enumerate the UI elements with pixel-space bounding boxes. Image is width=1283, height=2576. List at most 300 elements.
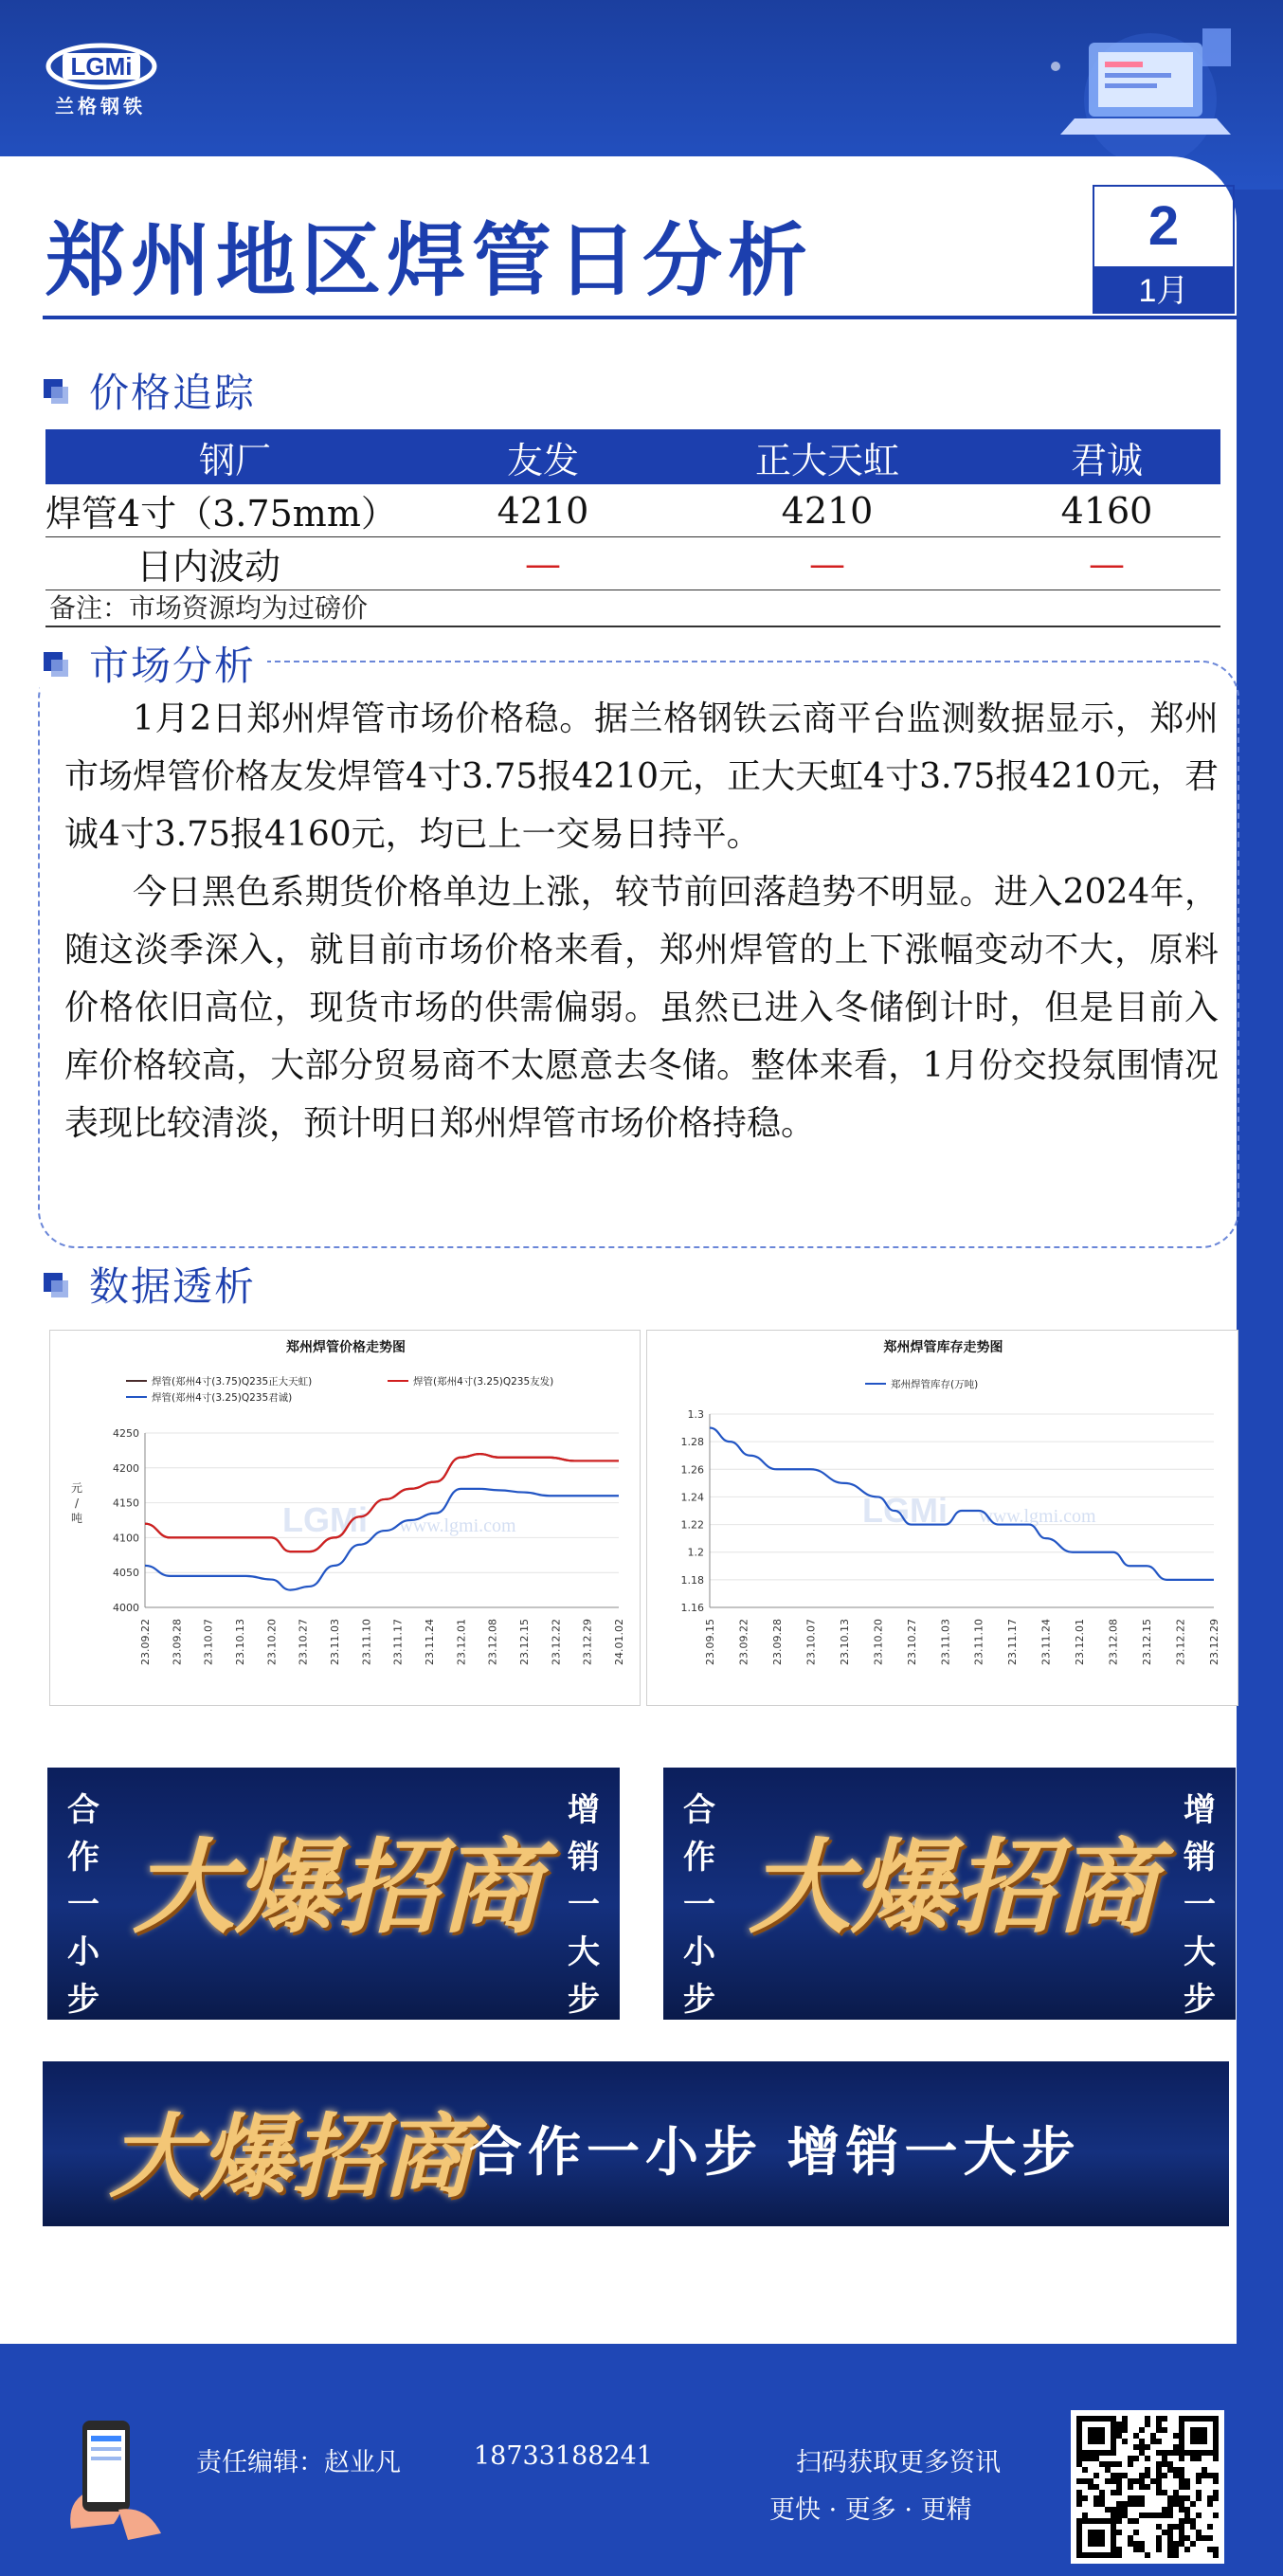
footer-tagline: 更快 · 更多 · 更精 (769, 2495, 972, 2525)
qr-module (1088, 2478, 1093, 2484)
qr-module (1145, 2456, 1150, 2461)
qr-module (1139, 2439, 1145, 2444)
qr-module (1093, 2501, 1099, 2507)
qr-module (1099, 2461, 1105, 2467)
qr-module (1184, 2513, 1190, 2518)
qr-module (1111, 2490, 1116, 2495)
qr-module (1150, 2513, 1156, 2518)
qr-module (1184, 2547, 1190, 2552)
qr-module (1133, 2518, 1139, 2524)
price-cell: 4160 (993, 484, 1220, 537)
qr-module (1145, 2422, 1150, 2427)
qr-module (1207, 2501, 1213, 2507)
qr-module (1167, 2535, 1173, 2541)
qr-finder-core (1088, 2530, 1105, 2547)
y-tick-label: 4200 (113, 1461, 139, 1475)
ad-banner-wide[interactable] (43, 2061, 1229, 2226)
table-row (45, 537, 1220, 590)
qr-module (1190, 2518, 1196, 2524)
x-tick-label: 23.11.17 (1006, 1619, 1020, 1665)
watermark-logo: LGMi (282, 1500, 368, 1539)
row-label: 焊管4寸（3.75mm） (45, 484, 425, 537)
date-badge (1093, 185, 1235, 317)
qr-module (1133, 2530, 1139, 2535)
x-tick-label: 23.10.13 (234, 1619, 246, 1665)
qr-module (1162, 2513, 1167, 2518)
qr-module (1162, 2473, 1167, 2478)
qr-module (1122, 2473, 1128, 2478)
section-heading-analysis (40, 635, 267, 692)
qr-module (1167, 2524, 1173, 2530)
qr-module (1150, 2478, 1156, 2484)
qr-module (1082, 2456, 1088, 2461)
x-tick-label: 23.12.22 (1174, 1619, 1187, 1665)
ad-headline: 大爆招商 (133, 1828, 543, 1948)
chart-title: 郑州焊管库存走势图 (883, 1340, 1003, 1355)
qr-module (1162, 2450, 1167, 2456)
qr-module (1128, 2535, 1133, 2541)
ad-side-label: 增销一大步 (1184, 1791, 1216, 2019)
qr-code-icon (1071, 2410, 1224, 2564)
qr-module (1196, 2490, 1202, 2495)
qr-module (1162, 2427, 1167, 2433)
qr-module (1213, 2547, 1219, 2552)
qr-module (1105, 2461, 1111, 2467)
x-tick-label: 23.11.24 (424, 1619, 436, 1665)
qr-module (1184, 2518, 1190, 2524)
y-tick-label: 1.24 (680, 1491, 704, 1504)
qr-module (1133, 2495, 1139, 2501)
qr-module (1173, 2547, 1179, 2552)
qr-module (1213, 2513, 1219, 2518)
qr-module (1156, 2547, 1162, 2552)
qr-module (1122, 2427, 1128, 2433)
qr-module (1156, 2484, 1162, 2490)
x-tick-label: 24.01.02 (613, 1619, 625, 1665)
ad-banner-right[interactable] (663, 1768, 1236, 2020)
qr-module (1122, 2501, 1128, 2507)
qr-module (1202, 2467, 1207, 2473)
watermark-logo: LGMi (862, 1491, 948, 1530)
note-divider (45, 626, 1220, 627)
qr-module (1167, 2541, 1173, 2547)
ad-side-text (55, 1787, 112, 2020)
qr-module (1162, 2416, 1167, 2422)
qr-module (1116, 2427, 1122, 2433)
x-tick-label: 23.09.15 (704, 1619, 716, 1665)
table-header: 钢厂 (45, 429, 425, 484)
qr-module (1105, 2467, 1111, 2473)
qr-module (1133, 2501, 1139, 2507)
qr-module (1133, 2547, 1139, 2552)
y-axis-label: 元 (70, 1481, 83, 1495)
qr-module (1116, 2547, 1122, 2552)
y-tick-label: 1.28 (680, 1436, 704, 1449)
qr-module (1156, 2513, 1162, 2518)
ad-banner-left[interactable] (47, 1768, 620, 2020)
table-header: 友发 (425, 429, 661, 484)
qr-module (1162, 2456, 1167, 2461)
qr-module (1213, 2495, 1219, 2501)
qr-module (1156, 2490, 1162, 2495)
qr-module (1179, 2473, 1184, 2478)
x-tick-label: 23.12.15 (518, 1619, 531, 1665)
ad-side-label: 增销一大步 (568, 1791, 600, 2019)
qr-module (1116, 2473, 1122, 2478)
qr-module (1179, 2535, 1184, 2541)
qr-module (1105, 2507, 1111, 2513)
section-title: 市场分析 (89, 643, 257, 689)
ad-side-text (671, 1787, 728, 2020)
lgmi-logo (45, 36, 157, 93)
qr-module (1111, 2473, 1116, 2478)
qr-code[interactable] (1071, 2410, 1224, 2564)
qr-module (1145, 2484, 1150, 2490)
qr-module (1173, 2541, 1179, 2547)
qr-module (1133, 2541, 1139, 2547)
qr-module (1156, 2535, 1162, 2541)
qr-module (1173, 2444, 1179, 2450)
qr-module (1190, 2541, 1196, 2547)
qr-module (1139, 2450, 1145, 2456)
qr-module (1184, 2484, 1190, 2490)
table-header: 正大天虹 (661, 429, 993, 484)
y-tick-label: 1.16 (680, 1602, 704, 1614)
qr-module (1179, 2530, 1184, 2535)
qr-module (1173, 2473, 1179, 2478)
watermark-url: www.lgmi.com (979, 1506, 1096, 1527)
qr-module (1133, 2456, 1139, 2461)
analysis-body (64, 690, 1219, 1152)
qr-module (1139, 2444, 1145, 2450)
section-title: 数据透析 (89, 1263, 257, 1310)
x-tick-label: 23.10.13 (838, 1619, 851, 1665)
qr-module (1139, 2501, 1145, 2507)
y-axis-label: 吨 (70, 1512, 83, 1525)
x-tick-label: 23.09.22 (737, 1619, 750, 1665)
series-line (710, 1428, 1214, 1580)
change-cell: — (425, 537, 661, 590)
x-tick-label: 23.10.07 (804, 1619, 818, 1665)
qr-module (1173, 2490, 1179, 2495)
x-tick-label: 23.11.10 (972, 1619, 985, 1665)
qr-module (1184, 2507, 1190, 2513)
table-note: 备注：市场资源均为过磅价 (49, 592, 369, 624)
x-tick-label: 23.09.28 (770, 1619, 784, 1665)
qr-module (1116, 2518, 1122, 2524)
square-bullet-icon (44, 652, 68, 677)
qr-module (1213, 2456, 1219, 2461)
qr-module (1139, 2541, 1145, 2547)
qr-module (1156, 2541, 1162, 2547)
qr-module (1196, 2530, 1202, 2535)
qr-module (1128, 2478, 1133, 2484)
price-chart-svg (50, 1331, 642, 1707)
qr-module (1099, 2495, 1105, 2501)
y-tick-label: 1.3 (687, 1408, 704, 1421)
x-tick-label: 23.12.01 (455, 1619, 468, 1665)
qr-module (1167, 2501, 1173, 2507)
legend-label: 郑州焊管库存(万吨) (891, 1379, 979, 1390)
x-tick-label: 23.11.03 (939, 1619, 952, 1665)
qr-finder-core (1190, 2427, 1207, 2444)
qr-module (1179, 2478, 1184, 2484)
footer-scan: 扫码获取更多资讯 (796, 2448, 1001, 2477)
qr-module (1122, 2422, 1128, 2427)
date-month: 1月 (1093, 268, 1235, 314)
qr-module (1196, 2478, 1202, 2484)
y-tick-label: 1.26 (680, 1463, 704, 1477)
x-tick-label: 23.10.07 (202, 1619, 215, 1665)
row-label: 日内波动 (45, 537, 425, 590)
qr-module (1128, 2501, 1133, 2507)
price-cell: 4210 (425, 484, 661, 537)
qr-module (1179, 2456, 1184, 2461)
table-row (45, 484, 1220, 537)
qr-module (1196, 2473, 1202, 2478)
qr-module (1116, 2433, 1122, 2439)
qr-module (1162, 2461, 1167, 2467)
qr-module (1196, 2495, 1202, 2501)
inventory-trend-chart (646, 1330, 1238, 1706)
qr-module (1179, 2495, 1184, 2501)
qr-module (1116, 2501, 1122, 2507)
qr-module (1128, 2541, 1133, 2547)
qr-module (1196, 2513, 1202, 2518)
change-cell: — (661, 537, 993, 590)
y-tick-label: 4050 (113, 1567, 139, 1580)
qr-module (1202, 2535, 1207, 2541)
qr-module (1093, 2484, 1099, 2490)
ad-slogan: 合作一小步 增销一大步 (469, 2122, 1081, 2184)
qr-module (1173, 2450, 1179, 2456)
chart-title: 郑州焊管价格走势图 (286, 1340, 406, 1355)
qr-module (1116, 2422, 1122, 2427)
change-cell: — (993, 537, 1220, 590)
qr-module (1111, 2507, 1116, 2513)
qr-module (1145, 2513, 1150, 2518)
qr-module (1173, 2524, 1179, 2530)
qr-module (1156, 2439, 1162, 2444)
qr-module (1207, 2524, 1213, 2530)
qr-module (1190, 2501, 1196, 2507)
qr-module (1116, 2490, 1122, 2495)
qr-module (1139, 2495, 1145, 2501)
qr-module (1088, 2484, 1093, 2490)
qr-module (1099, 2490, 1105, 2495)
qr-module (1207, 2495, 1213, 2501)
qr-module (1128, 2518, 1133, 2524)
table-header-row (45, 429, 1220, 484)
x-tick-label: 23.12.22 (550, 1619, 563, 1665)
qr-module (1076, 2478, 1082, 2484)
qr-module (1133, 2478, 1139, 2484)
qr-module (1184, 2478, 1190, 2484)
qr-module (1156, 2524, 1162, 2530)
qr-module (1156, 2416, 1162, 2422)
qr-module (1184, 2535, 1190, 2541)
y-tick-label: 4150 (113, 1497, 139, 1510)
qr-module (1179, 2524, 1184, 2530)
qr-module (1122, 2507, 1128, 2513)
qr-module (1139, 2478, 1145, 2484)
qr-module (1167, 2547, 1173, 2552)
qr-module (1116, 2530, 1122, 2535)
qr-module (1076, 2495, 1082, 2501)
analysis-paragraph: 今日黑色系期货价格单边上涨，较节前回落趋势不明显。进入2024年，随这淡季深入，就目前市场价格来看，郑州焊管的上下涨幅变动不大，原料价格依旧高位，现货市场的供需偏弱。虽然已进入冬储倒计时，但是目前入库价格较高，大部分贸易商不太愿意去冬储。整体来看，1月份交投氛围情况表现比较清淡，预计明日郑州焊管市场价格持稳。 (64, 873, 1219, 1143)
qr-module (1116, 2552, 1122, 2558)
qr-module (1145, 2467, 1150, 2473)
qr-module (1196, 2535, 1202, 2541)
page-title: 郑州地区焊管日分析 (45, 213, 814, 307)
watermark-url: www.lgmi.com (399, 1515, 516, 1536)
qr-module (1207, 2535, 1213, 2541)
y-tick-label: 4100 (113, 1532, 139, 1545)
qr-module (1173, 2433, 1179, 2439)
qr-module (1184, 2495, 1190, 2501)
y-tick-label: 1.2 (687, 1546, 704, 1559)
x-tick-label: 23.09.28 (171, 1619, 184, 1665)
qr-module (1133, 2433, 1139, 2439)
qr-module (1196, 2456, 1202, 2461)
qr-module (1145, 2473, 1150, 2478)
qr-module (1167, 2461, 1173, 2467)
y-tick-label: 4000 (113, 1602, 139, 1614)
ad-headline: 大爆招商 (749, 1828, 1159, 1948)
analysis-paragraph: 1月2日郑州焊管市场价格稳。据兰格钢铁云商平台监测数据显示，郑州市场焊管价格友发焊管4寸3.75报4210元，正大天虹4寸3.75报4210元，君诚4寸3.75报4160元，均已上一交易日持平。 (64, 699, 1219, 854)
logo-text: LGMi (70, 52, 133, 81)
table-header: 君诚 (993, 429, 1220, 484)
qr-module (1167, 2513, 1173, 2518)
qr-module (1128, 2495, 1133, 2501)
qr-module (1093, 2495, 1099, 2501)
y-tick-label: 4250 (113, 1427, 139, 1440)
qr-module (1173, 2552, 1179, 2558)
qr-module (1116, 2461, 1122, 2467)
x-tick-label: 23.10.20 (265, 1619, 279, 1665)
qr-module (1179, 2541, 1184, 2547)
title-divider (43, 316, 1237, 319)
qr-module (1190, 2524, 1196, 2530)
qr-module (1082, 2478, 1088, 2484)
footer-editor: 责任编辑：赵业凡 (196, 2448, 401, 2477)
qr-module (1150, 2433, 1156, 2439)
qr-module (1139, 2484, 1145, 2490)
x-tick-label: 23.12.08 (486, 1619, 499, 1665)
x-tick-label: 23.12.15 (1141, 1619, 1154, 1665)
laptop-illustration (999, 9, 1245, 171)
qr-module (1111, 2478, 1116, 2484)
qr-module (1111, 2461, 1116, 2467)
date-day: 2 (1093, 185, 1235, 268)
x-tick-label: 23.11.03 (329, 1619, 341, 1665)
section-title: 价格追踪 (89, 370, 257, 416)
qr-module (1156, 2427, 1162, 2433)
square-bullet-icon (44, 1273, 68, 1297)
qr-module (1139, 2473, 1145, 2478)
price-cell: 4210 (661, 484, 993, 537)
qr-module (1173, 2495, 1179, 2501)
qr-module (1167, 2530, 1173, 2535)
x-tick-label: 23.11.10 (360, 1619, 373, 1665)
qr-module (1133, 2444, 1139, 2450)
qr-module (1162, 2490, 1167, 2495)
y-tick-label: 1.22 (680, 1518, 704, 1532)
qr-module (1076, 2456, 1082, 2461)
qr-module (1179, 2484, 1184, 2490)
qr-module (1213, 2552, 1219, 2558)
qr-module (1190, 2456, 1196, 2461)
brand-name: 兰格钢铁 (55, 95, 146, 118)
qr-module (1088, 2456, 1093, 2461)
qr-module (1122, 2416, 1128, 2422)
qr-module (1167, 2552, 1173, 2558)
qr-module (1213, 2478, 1219, 2484)
qr-module (1156, 2450, 1162, 2456)
x-tick-label: 23.12.29 (1208, 1619, 1220, 1665)
qr-module (1156, 2422, 1162, 2427)
legend-label: 焊管(郑州4寸(3.25)Q235友发) (413, 1376, 554, 1388)
qr-module (1145, 2552, 1150, 2558)
x-tick-label: 23.12.01 (1074, 1619, 1087, 1665)
qr-module (1179, 2467, 1184, 2473)
legend-label: 焊管(郑州4寸(3.75)Q235正大天虹) (152, 1376, 313, 1388)
qr-module (1093, 2456, 1099, 2461)
ad-side-text (1171, 1787, 1228, 2020)
series-line (145, 1489, 619, 1590)
price-trend-chart (49, 1330, 641, 1706)
y-tick-label: 1.18 (680, 1573, 704, 1587)
qr-module (1139, 2513, 1145, 2518)
qr-module (1167, 2450, 1173, 2456)
x-tick-label: 23.11.24 (1039, 1619, 1053, 1665)
phone-hand-icon (62, 2415, 166, 2543)
x-tick-label: 23.10.27 (297, 1619, 310, 1665)
qr-module (1162, 2530, 1167, 2535)
footer-phone: 18733188241 (474, 2441, 653, 2471)
qr-module (1111, 2513, 1116, 2518)
qr-module (1128, 2484, 1133, 2490)
qr-module (1139, 2427, 1145, 2433)
qr-module (1156, 2461, 1162, 2467)
qr-module (1207, 2473, 1213, 2478)
qr-module (1105, 2478, 1111, 2484)
qr-module (1116, 2513, 1122, 2518)
qr-module (1156, 2467, 1162, 2473)
ad-side-text (555, 1787, 612, 2020)
qr-module (1167, 2495, 1173, 2501)
qr-module (1145, 2444, 1150, 2450)
qr-module (1179, 2507, 1184, 2513)
x-tick-label: 23.12.08 (1107, 1619, 1120, 1665)
ad-headline: 大爆招商 (109, 2103, 473, 2210)
qr-module (1082, 2495, 1088, 2501)
qr-module (1076, 2501, 1082, 2507)
qr-module (1150, 2439, 1156, 2444)
qr-module (1122, 2439, 1128, 2444)
qr-module (1128, 2461, 1133, 2467)
x-tick-label: 23.12.29 (581, 1619, 594, 1665)
qr-module (1082, 2513, 1088, 2518)
qr-module (1213, 2473, 1219, 2478)
qr-module (1116, 2478, 1122, 2484)
price-table (45, 429, 1220, 590)
qr-module (1213, 2490, 1219, 2495)
x-tick-label: 23.11.17 (391, 1619, 405, 1665)
ad-side-label: 合作一小步 (67, 1791, 99, 2019)
qr-module (1179, 2501, 1184, 2507)
qr-module (1093, 2473, 1099, 2478)
